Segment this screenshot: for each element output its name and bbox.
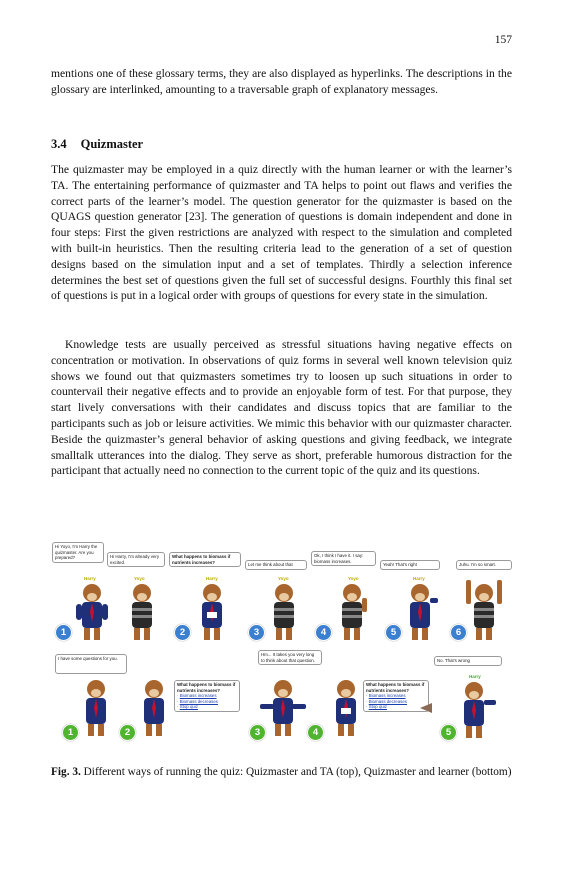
speech-bubble: Hi Yoyo, I'm Harry the quizmaster. Are you prepared? bbox=[52, 542, 104, 563]
step-badge: 2 bbox=[174, 624, 191, 641]
speech-bubble: Ok, I think I have it. I say: biomass increases. bbox=[311, 551, 376, 566]
answer-option[interactable]: Biomass increases bbox=[179, 693, 217, 699]
character-name: Harry bbox=[84, 576, 96, 581]
character-name: Harry bbox=[469, 674, 481, 679]
figure-quiz-illustration bbox=[52, 532, 514, 754]
hamster-quizmaster-icon bbox=[74, 678, 118, 740]
figure-caption bbox=[51, 765, 512, 781]
section-title: Quizmaster bbox=[80, 137, 144, 151]
step-badge: 5 bbox=[385, 624, 402, 641]
answer-option[interactable]: Stop quiz bbox=[179, 704, 198, 710]
paragraph-knowledge-tests: Knowledge tests are usually perceived as stressful situations having negative effects on concentration or motivation. In observations of quiz forms in several well known television quiz shows we found out that quizmasters sometimes try to loosen up such situations in order to countervail their negative effects and to provide an enjoyable form of test. For that purpose, they start lively conversations with their candidates and discuss topics that are familiar to the participants such as job or leisure activities. We mimic this behavior with our quizmaster character. Beside the quizmaster’s general behavior of asking questions and giving feedback, we integrate smalltalk utterances into the dialog. They serve as short, preferable humorous distraction for the participant that actually need no connection to the current topic of the quiz and its questions. bbox=[51, 338, 512, 478]
hamster-ta-icon bbox=[332, 582, 372, 644]
page-number: 157 bbox=[494, 34, 512, 46]
hamster-ta-icon bbox=[122, 582, 162, 644]
step-badge: 6 bbox=[450, 624, 467, 641]
question-bubble: What happens to biomass if nutrients increases? · Biomass increases · Biomass decreases · Stop quiz bbox=[174, 680, 240, 712]
cursor-arrow-icon bbox=[420, 703, 432, 713]
caption-text: Different ways of running the quiz: Quizmaster and TA (top), Quizmaster and learner (bottom) bbox=[83, 766, 512, 778]
speech-bubble: No. That's wrong bbox=[434, 656, 502, 666]
hamster-quizmaster-icon bbox=[398, 582, 442, 644]
hamster-quizmaster-icon bbox=[132, 678, 176, 740]
question-bubble bbox=[169, 552, 241, 567]
speech-bubble: Let me think about that bbox=[245, 560, 307, 570]
caption-label: Fig. 3. bbox=[51, 766, 81, 778]
character-name: Yoyo bbox=[278, 576, 289, 581]
step-badge: 3 bbox=[249, 724, 266, 741]
paragraph-quizmaster: The quizmaster may be employed in a quiz directly with the human learner or with the learner’s TA. The entertaining performance of quizmaster and TA helps to point out flaws and verifies the correct parts of the learner’s model. The question generator for the quizmaster is based on the QUAGS question generator [23]. The generation of questions is domain independent and done in four steps: First the given restrictions are analyzed with respect to the simulation and completed with built-in heuristics. Then the resulting criteria lead to the generation of a set of question designs based on the simulation input and a set of templates. Thirdly a selection inference determines the best set of questions given the full set of successful designs. Fourthly this final set of questions is put in a logical order with groups of questions for every state in the simulation. bbox=[51, 163, 512, 303]
character-name: Harry bbox=[413, 576, 425, 581]
step-badge: 4 bbox=[315, 624, 332, 641]
question-title: What happens to biomass if nutrients increases? bbox=[177, 682, 236, 693]
paragraph-intro: mentions one of these glossary terms, they are also displayed as hyperlinks. The descriptions in the glossary are interlinked, amounting to a traversable graph of explanatory messages. bbox=[51, 67, 512, 96]
answer-option[interactable]: Biomass increases bbox=[368, 693, 406, 699]
speech-bubble: Hi Harry, I'm already very excited. bbox=[107, 552, 165, 567]
character-name: Yoyo bbox=[134, 576, 145, 581]
hamster-quizmaster-icon bbox=[450, 680, 498, 742]
speech-bubble: Juhu. I'm so smart. bbox=[456, 560, 512, 570]
answer-option[interactable]: Biomass decreases bbox=[368, 698, 408, 704]
character-name: Harry bbox=[206, 576, 218, 581]
character-name: Yoyo bbox=[348, 576, 359, 581]
answer-option[interactable]: Biomass decreases bbox=[179, 698, 219, 704]
speech-bubble: I have some questions for you. bbox=[55, 654, 127, 674]
speech-bubble: Yeah! That's right bbox=[380, 560, 440, 570]
question-bubble: What happens to biomass if nutrients increases? · Biomass increases · Biomass decreases · Stop quiz bbox=[363, 680, 429, 712]
question-title: What happens to biomass if nutrients increases? bbox=[366, 682, 425, 693]
answer-option[interactable]: Stop quiz bbox=[368, 704, 387, 710]
step-badge: 3 bbox=[248, 624, 265, 641]
section-number: 3.4 bbox=[51, 137, 67, 151]
speech-bubble: Hm... It takes you very long to think about that question. bbox=[258, 650, 322, 665]
step-badge: 1 bbox=[55, 624, 72, 641]
step-badge: 1 bbox=[62, 724, 79, 741]
section-heading bbox=[51, 137, 143, 152]
hamster-quizmaster-icon bbox=[190, 582, 234, 644]
hamster-ta-icon bbox=[264, 582, 304, 644]
step-badge: 2 bbox=[119, 724, 136, 741]
hamster-quizmaster-icon bbox=[70, 582, 114, 644]
question-title: What happens to biomass if nutrients increases? bbox=[172, 554, 231, 565]
step-badge: 4 bbox=[307, 724, 324, 741]
hamster-ta-cheering-icon bbox=[462, 574, 506, 644]
step-badge: 5 bbox=[440, 724, 457, 741]
hamster-quizmaster-icon bbox=[324, 678, 368, 740]
